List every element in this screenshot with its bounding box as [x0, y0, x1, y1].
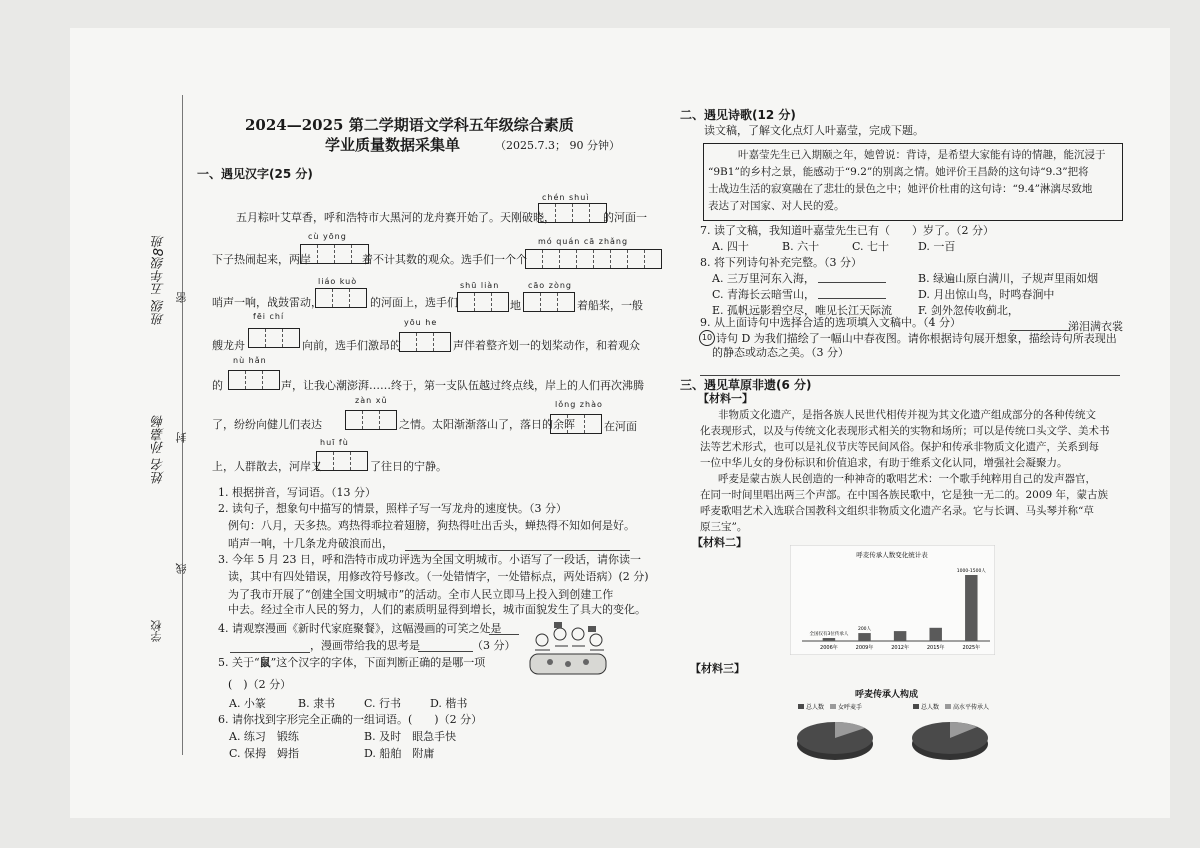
pinyin-9: nù hǎn [233, 356, 267, 365]
seal-feng: 封 [175, 432, 188, 443]
article-line-4: 表达了对国家、对人民的爱。 [708, 200, 845, 212]
text-line-4c: 声伴着整齐划一的划桨动作，和着观众 [453, 339, 640, 352]
m1-line-3: 法等艺术形式，也可以是礼仪节庆等民间风俗。保护和传承非物质文化遗产，关系到每 [700, 441, 1099, 453]
pinyin-11: lǒng zhào [555, 400, 603, 409]
m1-line-7: 呼麦歌唱艺术入选联合国教科文组织非物质文化遗产名录。它与长调、马头琴并称“草 [700, 505, 1094, 517]
pinyin-4: liáo kuò [318, 277, 358, 286]
q6: 6. 请你找到字形完全正确的一组词语。( )（2 分） [218, 713, 483, 726]
legend-expert: 高水平传承人 [953, 704, 990, 711]
text-line-1a: 五月粽叶艾草香，呼和浩特市大黑河的龙舟赛开始了。天刚破晓， [236, 211, 555, 224]
seal-mi: 密 [175, 292, 188, 303]
q4-answer-line-2[interactable] [230, 652, 310, 653]
m1-line-1: 非物质文化遗产，是指各族人民世代相传并视为其文化遗产组成部分的各种传统文 [718, 409, 1096, 421]
bar-label-3: 2015年 [926, 645, 945, 651]
family-dinner-cartoon [520, 620, 615, 682]
class-label: 班级 五年级8班 [152, 235, 167, 326]
q5-option-b[interactable]: B. 隶书 [298, 697, 336, 710]
answer-grid-5[interactable] [457, 292, 509, 312]
q6-option-d[interactable]: D. 船舶 附庸 [364, 747, 435, 760]
text-line-7a: 上，人群散去，河岸又 [212, 460, 322, 473]
article-line-3: 士战边生活的寂寞融在了悲壮的景色之中；她评价杜甫的这句诗：“9.4”淋漓尽致地 [708, 183, 1093, 195]
legend-female-swatch [830, 704, 836, 709]
text-line-4b: 向前，选手们激昂的 [302, 339, 401, 352]
q7-option-c[interactable]: C. 七十 [852, 240, 890, 253]
pinyin-1: chén shuì [542, 193, 590, 202]
name-label: 姓名 孙嘉畅 [152, 415, 167, 485]
q5-score: ( )（2 分） [228, 678, 292, 691]
q3-text1: 为了我市开展了“创建全国文明城市”的活动。全市人民立即马上投入到创建工作 [228, 588, 614, 601]
section1-heading: 一、遇见汉字(25 分) [197, 167, 313, 181]
q10-number: 10 [699, 330, 715, 346]
q3: 3. 今年 5 月 23 日，呼和浩特市成功评选为全国文明城市。小语写了一段话，请你读一 [218, 553, 641, 566]
q2-example-2: 哨声一响，十几条龙舟破浪而出， [228, 537, 393, 550]
material2-label: 【材料二】 [692, 536, 747, 549]
text-line-6c: 在河面 [604, 420, 637, 433]
pinyin-8: yōu he [404, 318, 438, 327]
bar-2 [894, 631, 906, 641]
answer-grid-7[interactable] [248, 328, 300, 348]
bar-annotation-0: 全国仅有3位传承人 [809, 632, 849, 637]
answer-grid-2[interactable] [300, 244, 369, 264]
pinyin-3: mó quán cā zhǎng [538, 237, 629, 246]
q7-option-d[interactable]: D. 一百 [918, 240, 956, 253]
q2: 2. 读句子，想象句中描写的情景，照样子写一写龙舟的速度快。（3 分） [218, 502, 567, 515]
text-line-5b: 声，让我心潮澎湃……终于，第一支队伍越过终点线，岸上的人们再次沸腾 [281, 379, 644, 392]
bar-annotation-1: 200人 [857, 627, 872, 633]
school-label: 学校 [150, 620, 163, 642]
q8-a-blank[interactable] [818, 282, 886, 283]
text-line-3d: 着船桨，一般 [577, 299, 643, 312]
pinyin-2: cù yōng [308, 232, 347, 241]
legend-female: 女呼麦手 [838, 704, 863, 711]
q9: 9. 从上面诗句中选择合适的选项填入文稿中。（4 分） [700, 316, 961, 329]
q7-option-a[interactable]: A. 四十 [712, 240, 749, 253]
bar-0 [823, 638, 835, 641]
pinyin-12: huī fù [320, 438, 349, 447]
text-line-3c: 地 [510, 299, 521, 312]
bar-label-1: 2009年 [855, 645, 874, 651]
answer-grid-12[interactable] [316, 451, 368, 471]
q5: 5. 关于“鼠”这个汉字的字体，下面判断正确的是哪一项 [218, 656, 486, 669]
bar-annotation-4: 1000-1500人 [956, 569, 986, 574]
bar-label-0: 2006年 [820, 645, 838, 651]
legend-expert-swatch [945, 704, 951, 709]
m1-line-2: 化表现形式，以及与传统文化表现形式相关的实物和场所；可以是传统口头文学、美术书 [700, 425, 1110, 437]
answer-grid-11[interactable] [550, 414, 602, 434]
q4: 4. 请观察漫画《新时代家庭聚餐》，这幅漫画的可笑之处是 [218, 622, 502, 635]
answer-grid-6[interactable] [523, 292, 575, 312]
text-line-2b: 着不计其数的观众。选手们一个个 [362, 253, 527, 266]
text-line-3a: 哨声一响，战鼓雷动， [212, 296, 322, 309]
material1-label: 【材料一】 [698, 392, 753, 405]
q8-a: A. 三万里河东入海， [712, 272, 815, 285]
pie-section-title: 呼麦传承人构成 [855, 690, 919, 700]
binding-line [182, 95, 183, 755]
q2-example: 例句：八月，天多热。鸡热得乖拉着翅膀，狗热得吐出舌头，蝉热得不知如何是好。 [228, 519, 635, 532]
q1: 1. 根据拼音，写词语。（13 分） [218, 486, 376, 499]
answer-grid-9[interactable] [228, 370, 280, 390]
legend-total-swatch-2 [913, 704, 919, 709]
section2-heading: 二、遇见诗歌(12 分) [680, 108, 796, 122]
q8-f-end: 涕泪满衣裳 [1068, 320, 1123, 333]
pinyin-7: fēi chí [253, 312, 285, 321]
q10-b: 的静态或动态之美。（3 分） [712, 346, 849, 359]
q7-option-b[interactable]: B. 六十 [782, 240, 820, 253]
m1-line-5: 呼麦是蒙古族人民创造的一种神奇的歌唱艺术：一个歌手纯粹用自己的发声器官， [718, 473, 1096, 485]
legend-total: 总人数 [806, 704, 825, 711]
text-line-6a: 了，纷纷向健儿们表达 [212, 418, 322, 431]
q2-answer-line[interactable] [405, 550, 630, 551]
bar-chart-title: 呼麦传承人数变化统计表 [856, 551, 928, 559]
q4-score: （3 分） [472, 639, 516, 652]
q7: 7. 读了文稿，我知道叶嘉莹先生已有（ ）岁了。（2 分） [700, 224, 994, 237]
q8-c-blank[interactable] [818, 298, 886, 299]
pie-chart-female [790, 700, 880, 762]
text-line-4a: 艘龙舟 [212, 339, 245, 352]
q3-b: 读，其中有四处错误，用修改符号修改。（一处错情字，一处错标点，两处语病）(2 分) [228, 570, 649, 583]
q5-option-a[interactable]: A. 小篆 [229, 697, 266, 710]
material3-label: 【材料三】 [690, 662, 745, 675]
q8-f-blank[interactable] [1010, 330, 1070, 331]
q6-option-c[interactable]: C. 保拇 姆指 [229, 747, 300, 760]
q8-e: E. 孤帆远影碧空尽，唯见长江天际流 [712, 304, 893, 317]
pinyin-5: shū liàn [460, 281, 500, 290]
m1-line-4: 一位中华儿女的身份标识和价值追求，有助于维系文化认同，增强社会凝聚力。 [700, 457, 1068, 469]
answer-grid-4[interactable] [315, 288, 367, 308]
q8-b: B. 绿遍山原白满川，子规声里雨如烟 [918, 272, 1099, 285]
q8-d: D. 月出惊山鸟，时鸣春涧中 [918, 288, 1055, 301]
exam-meta: （2025.7.3； 90 分钟） [495, 139, 620, 152]
legend-total-swatch [798, 704, 804, 709]
q8: 8. 将下列诗句补充完整。（3 分） [700, 256, 862, 269]
q5-option-d[interactable]: D. 楷书 [430, 697, 468, 710]
q4-b: ，漫画带给我的思考是 [310, 639, 420, 652]
bar-label-4: 2025年 [962, 645, 981, 651]
q8-f: F. 剑外忽传收蓟北， [918, 304, 1019, 317]
q4-answer-line-1[interactable] [489, 634, 519, 635]
q10: 诗句 D 为我们描绘了一幅山中春夜图。请你根据诗句展开想象，描绘诗句所表现出 [716, 332, 1117, 345]
text-line-6b: 之情。太阳渐渐落山了，落日的余晖 [399, 418, 575, 431]
bar-1 [858, 633, 870, 641]
bar-4 [965, 575, 977, 641]
article-line-2: “9B1”的乡村之景，能感动于“9.2”的别离之情。她评价王昌龄的这句诗“9.3”把将 [708, 166, 1089, 178]
answer-grid-8[interactable] [399, 332, 451, 352]
text-line-7b: 了往日的宁静。 [370, 460, 447, 473]
page-subtitle: 学业质量数据采集单 [325, 136, 461, 154]
section3-heading: 三、遇见草原非遗(6 分) [680, 378, 812, 392]
page-title: 2024—2025 第二学期语文学科五年级综合素质 [245, 116, 574, 134]
text-line-1b: 的河面一 [603, 211, 647, 224]
text-line-2a: 下子热闹起来，两岸 [212, 253, 311, 266]
answer-grid-3[interactable] [525, 249, 662, 269]
q3-text2: 中去。经过全市人民的努力，人们的素质明显得到增长，城市面貌发生了具大的变化。 [228, 603, 646, 616]
q5-char: 鼠 [259, 656, 271, 669]
q4-answer-line-3[interactable] [418, 651, 473, 652]
bar-label-2: 2012年 [891, 645, 909, 651]
text-line-3b: 的河面上，选手们 [370, 296, 458, 309]
q5-option-c[interactable]: C. 行书 [364, 697, 402, 710]
legend-total-2: 总人数 [921, 704, 940, 711]
m1-line-6: 在同一时间里唱出两三个声部。在中国各族民歌中，它是独一无二的。2009 年，蒙古族 [700, 489, 1109, 501]
q6-option-b[interactable]: B. 及时 眼急手快 [364, 730, 457, 743]
pinyin-10: zàn xǔ [355, 396, 388, 405]
section2-intro: 读文稿，了解文化点灯人叶嘉莹，完成下题。 [704, 124, 924, 137]
hoomei-bar-chart [790, 545, 995, 655]
q6-option-a[interactable]: A. 练习 锻练 [229, 730, 299, 743]
text-line-5a: 的 [212, 379, 223, 392]
article-line-1: 叶嘉莹先生已入期颐之年，她曾说：背诗，是希望大家能有诗的情趣，能沉浸于 [738, 149, 1106, 161]
bar-3 [929, 628, 941, 641]
pinyin-6: cāo zòng [528, 281, 572, 290]
m1-line-8: 原三宝”。 [700, 521, 748, 533]
q8-c: C. 青海长云暗雪山， [712, 288, 816, 301]
answer-grid-1[interactable] [538, 203, 607, 223]
seal-xian: 线 [175, 563, 188, 574]
answer-grid-10[interactable] [345, 410, 397, 430]
pie-chart-expert [905, 700, 1000, 762]
